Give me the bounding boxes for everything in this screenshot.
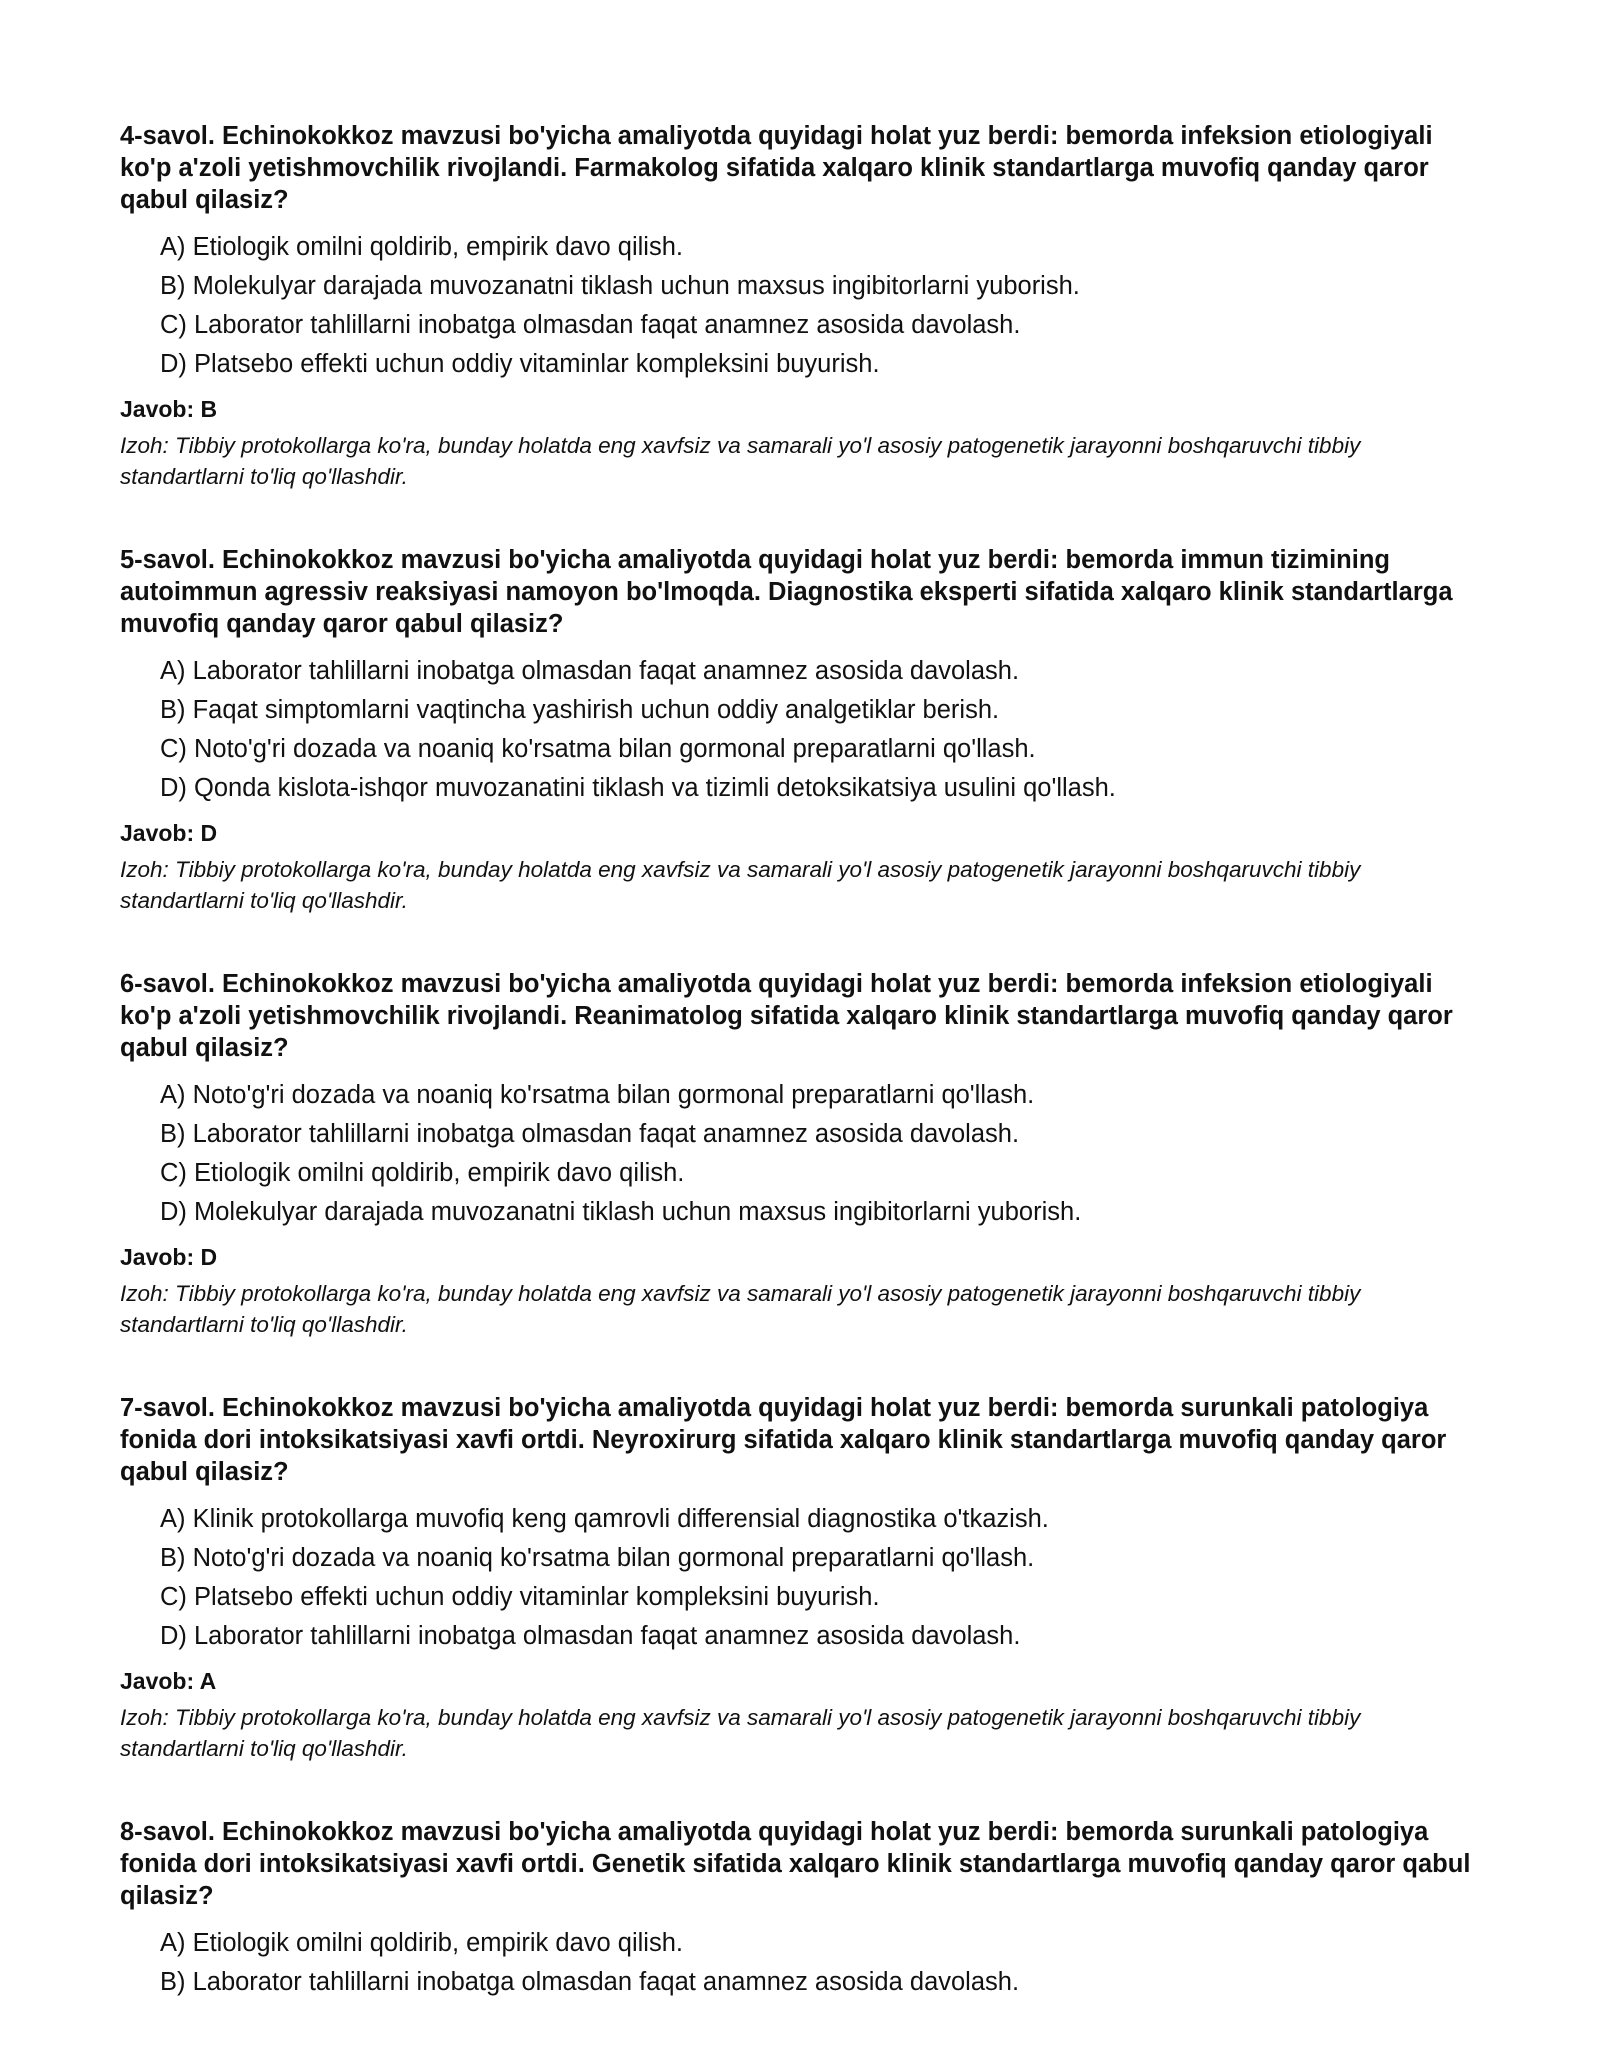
answer-label: Javob: D (120, 820, 218, 846)
option-c: C) Laborator tahlillarni inobatga olmasdan faqat anamnez asosida davolash. (160, 311, 1021, 339)
explanation-note: Izoh: Tibbiy protokollarga ko'ra, bunday holatda eng xavfsiz va samarali yo'l asosiy patogenetik jarayonni boshqaruvchi tibbiy standartlarni to'liq qo'llashdir. (120, 1705, 1361, 1761)
option-d: D) Laborator tahlillarni inobatga olmasdan faqat anamnez asosida davolash. (160, 1622, 1021, 1650)
option-d: D) Molekulyar darajada muvozanatni tiklash uchun maxsus ingibitorlarni yuborish. (160, 1198, 1082, 1226)
answer-label: Javob: B (120, 396, 218, 422)
question-title: 8-savol. Echinokokkoz mavzusi bo'yicha amaliyotda quyidagi holat yuz berdi: bemorda surunkali patologiya fonida dori intoksikatsiyasi xavfi ortdi. Genetik sifatida xalqaro klinik standartlarga muvofiq qanday qaror qabul qilasiz? (120, 1818, 1471, 1910)
options-list (120, 228, 1490, 384)
option-c: C) Etiologik omilni qoldirib, empirik davo qilish. (160, 1159, 685, 1187)
option-a: A) Etiologik omilni qoldirib, empirik davo qilish. (160, 1929, 683, 1957)
option-a: A) Noto'g'ri dozada va noaniq ko'rsatma bilan gormonal preparatlarni qo'llash. (160, 1081, 1035, 1109)
answer-label: Javob: A (120, 1668, 217, 1694)
option-a: A) Klinik protokollarga muvofiq keng qamrovli differensial diagnostika o'tkazish. (160, 1505, 1049, 1533)
options-list (120, 1500, 1490, 1656)
option-b: B) Laborator tahlillarni inobatga olmasdan faqat anamnez asosida davolash. (160, 1120, 1020, 1148)
question-8 (120, 1816, 1490, 2002)
question-title: 6-savol. Echinokokkoz mavzusi bo'yicha amaliyotda quyidagi holat yuz berdi: bemorda infeksion etiologiyali ko'p a'zoli yetishmovchilik rivojlandi. Reanimatolog sifatida xalqaro klinik standartlarga muvofiq qanday qaror qabul qilasiz? (120, 970, 1453, 1062)
options-list (120, 1076, 1490, 1232)
document-page (120, 120, 1490, 2054)
question-6 (120, 968, 1490, 1340)
option-a: A) Etiologik omilni qoldirib, empirik davo qilish. (160, 233, 683, 261)
option-b: B) Faqat simptomlarni vaqtincha yashirish uchun oddiy analgetiklar berish. (160, 696, 1000, 724)
explanation-note: Izoh: Tibbiy protokollarga ko'ra, bunday holatda eng xavfsiz va samarali yo'l asosiy patogenetik jarayonni boshqaruvchi tibbiy standartlarni to'liq qo'llashdir. (120, 433, 1361, 489)
question-title: 5-savol. Echinokokkoz mavzusi bo'yicha amaliyotda quyidagi holat yuz berdi: bemorda immun tizimining autoimmun agressiv reaksiyasi namoyon bo'lmoqda. Diagnostika eksperti sifatida xalqaro klinik standartlarga muvofiq qanday qaror qabul qilasiz? (120, 546, 1453, 638)
question-title: 7-savol. Echinokokkoz mavzusi bo'yicha amaliyotda quyidagi holat yuz berdi: bemorda surunkali patologiya fonida dori intoksikatsiyasi xavfi ortdi. Neyroxirurg sifatida xalqaro klinik standartlarga muvofiq qanday qaror qabul qilasiz? (120, 1394, 1447, 1486)
option-b: B) Laborator tahlillarni inobatga olmasdan faqat anamnez asosida davolash. (160, 1968, 1020, 1996)
option-d: D) Qonda kislota-ishqor muvozanatini tiklash va tizimli detoksikatsiya usulini qo'llash. (160, 774, 1116, 802)
explanation-note: Izoh: Tibbiy protokollarga ko'ra, bunday holatda eng xavfsiz va samarali yo'l asosiy patogenetik jarayonni boshqaruvchi tibbiy standartlarni to'liq qo'llashdir. (120, 857, 1361, 913)
answer-label: Javob: D (120, 1244, 218, 1270)
options-list (120, 652, 1490, 808)
question-5 (120, 544, 1490, 916)
option-c: C) Platsebo effekti uchun oddiy vitaminlar kompleksini buyurish. (160, 1583, 880, 1611)
option-a: A) Laborator tahlillarni inobatga olmasdan faqat anamnez asosida davolash. (160, 657, 1020, 685)
option-d: D) Platsebo effekti uchun oddiy vitaminlar kompleksini buyurish. (160, 350, 880, 378)
option-b: B) Noto'g'ri dozada va noaniq ko'rsatma bilan gormonal preparatlarni qo'llash. (160, 1544, 1035, 1572)
options-list (120, 1924, 1490, 2002)
question-4 (120, 120, 1490, 492)
explanation-note: Izoh: Tibbiy protokollarga ko'ra, bunday holatda eng xavfsiz va samarali yo'l asosiy patogenetik jarayonni boshqaruvchi tibbiy standartlarni to'liq qo'llashdir. (120, 1281, 1361, 1337)
question-title: 4-savol. Echinokokkoz mavzusi bo'yicha amaliyotda quyidagi holat yuz berdi: bemorda infeksion etiologiyali ko'p a'zoli yetishmovchilik rivojlandi. Farmakolog sifatida xalqaro klinik standartlarga muvofiq qanday qaror qabul qilasiz? (120, 122, 1433, 214)
option-b: B) Molekulyar darajada muvozanatni tiklash uchun maxsus ingibitorlarni yuborish. (160, 272, 1080, 300)
option-c: C) Noto'g'ri dozada va noaniq ko'rsatma bilan gormonal preparatlarni qo'llash. (160, 735, 1036, 763)
question-7 (120, 1392, 1490, 1764)
